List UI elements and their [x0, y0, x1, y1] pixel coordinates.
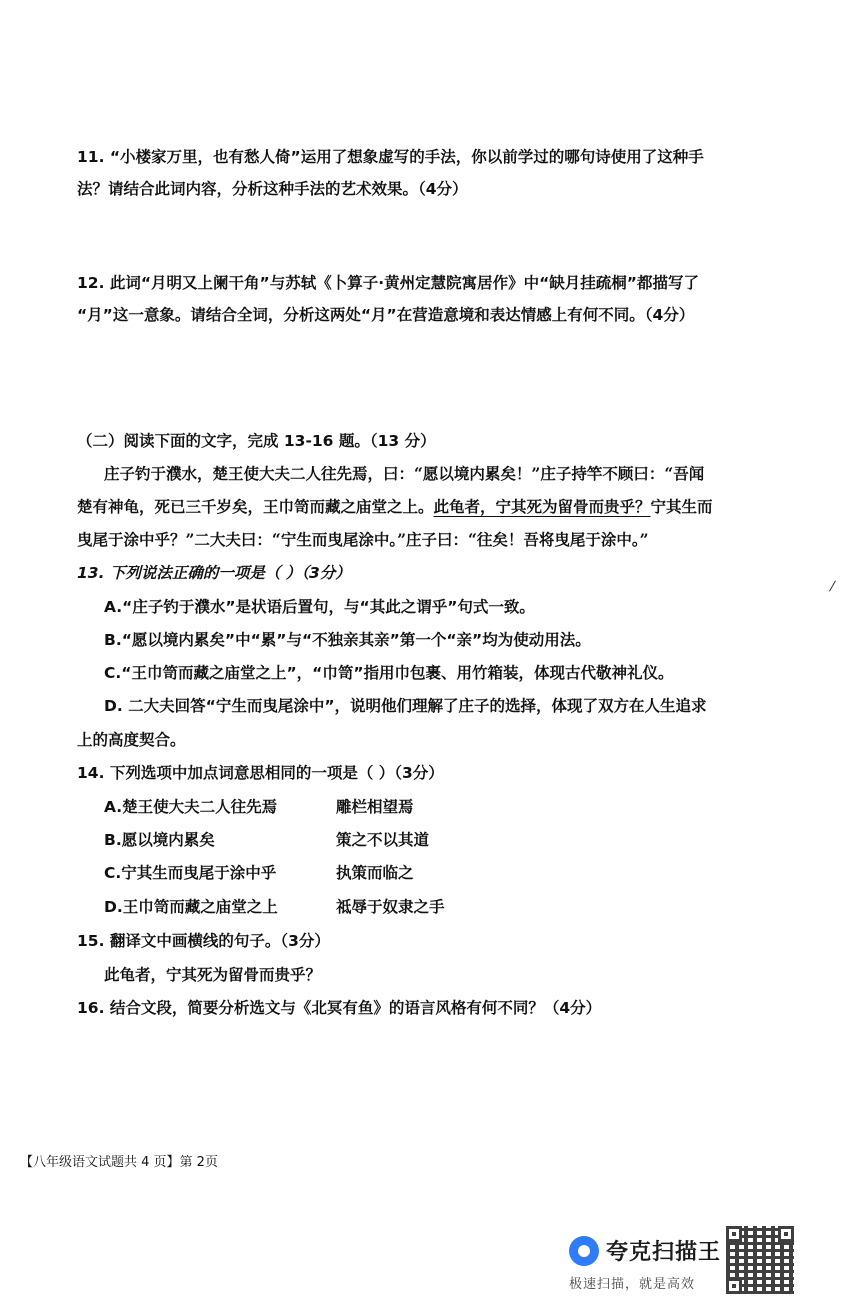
- watermark-subtitle: 极速扫描，就是高效: [569, 1277, 696, 1292]
- q16-stem: 16. 结合文段，简要分析选文与《北冥有鱼》的语言风格有何不同？（4分）: [77, 999, 602, 1017]
- q13-option-d-line1: D. 二大夫回答“宁生而曳尾涂中”，说明他们理解了庄子的选择，体现了双方在人生追求: [104, 697, 707, 715]
- q14-option-d-right: 祗辱于奴隶之手: [336, 898, 445, 916]
- passage-line-2-part-c: 宁其生而: [650, 497, 713, 516]
- q11-line1: 11. “小楼家万里，也有愁人倚”运用了想象虚写的手法，你以前学过的哪句诗使用了这种手: [77, 148, 704, 166]
- q15-sentence: 此龟者，宁其死为留骨而贵乎？: [104, 965, 322, 984]
- q14-option-b-left: B.愿以境内累矣: [104, 831, 215, 849]
- qr-code-icon: [726, 1226, 794, 1294]
- q14-stem: 14. 下列选项中加点词意思相同的一项是（ ）（3分）: [77, 764, 444, 782]
- underlined-sentence: 此龟者，宁其死为留骨而贵乎？: [433, 497, 651, 516]
- q13-option-c: C.“王巾笥而藏之庙堂之上”，“巾笥”指用巾包裹、用竹箱装，体现古代敬神礼仪。: [104, 664, 674, 682]
- q12-line1: 12. 此词“月明又上阑干角”与苏轼《卜算子·黄州定慧院寓居作》中“缺月挂疏桐”都描写了: [77, 274, 699, 292]
- q13-option-a: A.“庄子钓于濮水”是状语后置句，与“其此之谓乎”句式一致。: [104, 598, 535, 616]
- q14-option-c-right: 执策而临之: [336, 864, 414, 882]
- scanner-logo-icon: [569, 1236, 599, 1266]
- qr-finder-top-right: [778, 1226, 794, 1242]
- qr-finder-bottom-left: [726, 1278, 742, 1294]
- q13-option-d-line2: 上的高度契合。: [77, 731, 186, 749]
- q14-option-a-left: A.楚王使大夫二人往先焉: [104, 798, 278, 816]
- passage-line-3: 曳尾于涂中乎？”二大夫曰：“宁生而曳尾涂中。”庄子曰：“往矣！吾将曳尾于涂中。”: [77, 530, 649, 549]
- watermark-title: 夸克扫描王: [606, 1240, 722, 1265]
- q13-option-b: B.“愿以境内累矣”中“累”与“不独亲其亲”第一个“亲”均为使动用法。: [104, 631, 591, 649]
- q11-line2: 法？请结合此词内容，分析这种手法的艺术效果。（4分）: [77, 180, 468, 198]
- q14-option-b-right: 策之不以其道: [336, 831, 430, 849]
- qr-finder-top-left: [726, 1226, 742, 1242]
- q14-option-d-left: D.王巾笥而藏之庙堂之上: [104, 898, 278, 916]
- pen-mark: [829, 581, 836, 592]
- q12-line2: “月”这一意象。请结合全词，分析这两处“月”在营造意境和表达情感上有何不同。（4分）: [77, 306, 695, 324]
- q15-stem: 15. 翻译文中画横线的句子。（3分）: [77, 932, 330, 950]
- passage-line-2-part-a: 楚有神龟，死已三千岁矣，王巾笥而藏之庙堂之上。: [77, 497, 434, 516]
- section-heading: （二）阅读下面的文字，完成 13-16 题。（13 分）: [77, 432, 436, 450]
- q14-option-c-left: C.宁其生而曳尾于涂中乎: [104, 864, 277, 882]
- q14-option-a-right: 雕栏相望焉: [336, 798, 414, 816]
- page-footer: 【八年级语文试题共 4 页】第 2页: [20, 1155, 218, 1170]
- q13-stem: 13. 下列说法正确的一项是（ ）（3分）: [77, 564, 351, 582]
- passage-line-1: 庄子钓于濮水，楚王使大夫二人往先焉，曰：“愿以境内累矣！”庄子持竿不顾曰：“吾闻: [104, 464, 705, 483]
- passage-line-2: [77, 496, 713, 518]
